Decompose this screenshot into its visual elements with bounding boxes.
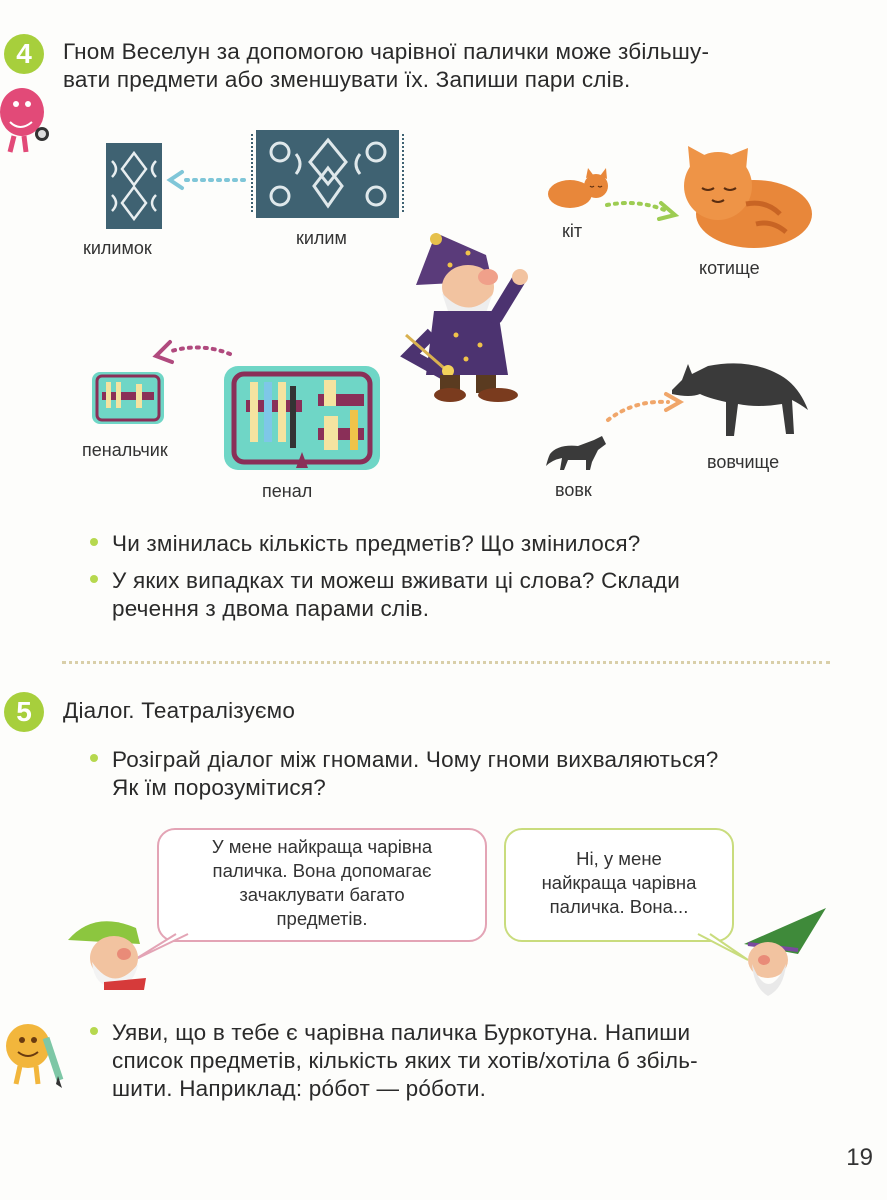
small-pencil-case-icon <box>90 370 166 426</box>
task-number: 4 <box>16 38 32 69</box>
label-penalchyk: пенальчик <box>82 440 168 460</box>
page-number: 19 <box>846 1144 873 1171</box>
bubble-line: зачаклувати багато <box>239 884 405 905</box>
bullet-icon <box>90 1027 98 1035</box>
arrow-left-icon <box>166 168 246 192</box>
task-text: список предметів, кількість яких ти хотів/хотіла б збіль- <box>112 1048 698 1073</box>
bubble-line: У мене найкраща чарівна <box>211 836 433 857</box>
bubble-line: Ні, у мене <box>576 848 662 869</box>
bullet-icon <box>90 575 98 583</box>
big-pencil-case-icon <box>222 364 382 474</box>
question-text: Чи змінилась кількість предметів? Що змінилося? <box>112 531 641 556</box>
big-wolf-icon <box>668 344 814 440</box>
label-kylymok: килимок <box>83 238 152 258</box>
label-vovchyshche: вовчище <box>707 452 780 472</box>
instruction-line: вати предмети або зменшувати їх. Запиши пари слів. <box>63 67 631 92</box>
task-instruction <box>63 38 709 94</box>
mascot-pencil-icon <box>2 1018 68 1090</box>
bullet-icon <box>90 754 98 762</box>
task-number: 5 <box>16 696 32 727</box>
question-2 <box>90 567 680 623</box>
section-divider <box>62 661 830 664</box>
gnome-wizard-illustration <box>396 225 530 405</box>
task-text: Уяви, що в тебе є чарівна паличка Буркотуна. Напиши <box>112 1020 691 1045</box>
label-kotyshche: котище <box>699 258 760 278</box>
bubble-line: предметів. <box>276 908 368 929</box>
instruction-line: Гном Веселун за допомогою чарівної палички може збільшу- <box>63 39 710 64</box>
label-kylym: килим <box>296 228 347 248</box>
label-vovk: вовк <box>555 480 592 500</box>
question-1 <box>90 530 641 558</box>
small-wolf-icon <box>544 432 608 472</box>
question-text: У яких випадках ти можеш вживати ці слова? Склади <box>112 568 680 593</box>
bubble-line: паличка. Вона... <box>549 896 689 917</box>
speech-bubble-right <box>504 828 734 942</box>
label-kit: кіт <box>562 221 583 241</box>
prompt-text: Розіграй діалог між гномами. Чому гноми вихваляються? <box>112 747 719 772</box>
bubble-line: паличка. Вона допомагає <box>212 860 432 881</box>
final-task <box>90 1019 698 1103</box>
task-number-badge <box>4 692 44 732</box>
question-text: речення з двома парами слів. <box>112 596 430 621</box>
small-rug-icon <box>104 141 164 231</box>
mascot-pointer-icon <box>0 82 60 154</box>
label-penal: пенал <box>262 481 313 501</box>
speech-bubble-left <box>157 828 487 942</box>
bubble-line: найкраща чарівна <box>541 872 697 893</box>
task-text: шити. Наприклад: рóбот — рóботи. <box>112 1076 487 1101</box>
bullet-icon <box>90 538 98 546</box>
big-cat-icon <box>676 144 816 252</box>
task-prompt <box>90 746 719 802</box>
big-rug-icon <box>250 128 405 220</box>
task-title: Діалог. Театралізуємо <box>63 698 296 723</box>
gnome-head-pointed-hat-icon <box>738 904 830 1000</box>
gnome-head-green-hat-icon <box>64 910 154 990</box>
prompt-text: Як їм порозумітися? <box>112 775 326 800</box>
arrow-right-icon <box>603 195 683 225</box>
task-number-badge <box>4 34 44 74</box>
